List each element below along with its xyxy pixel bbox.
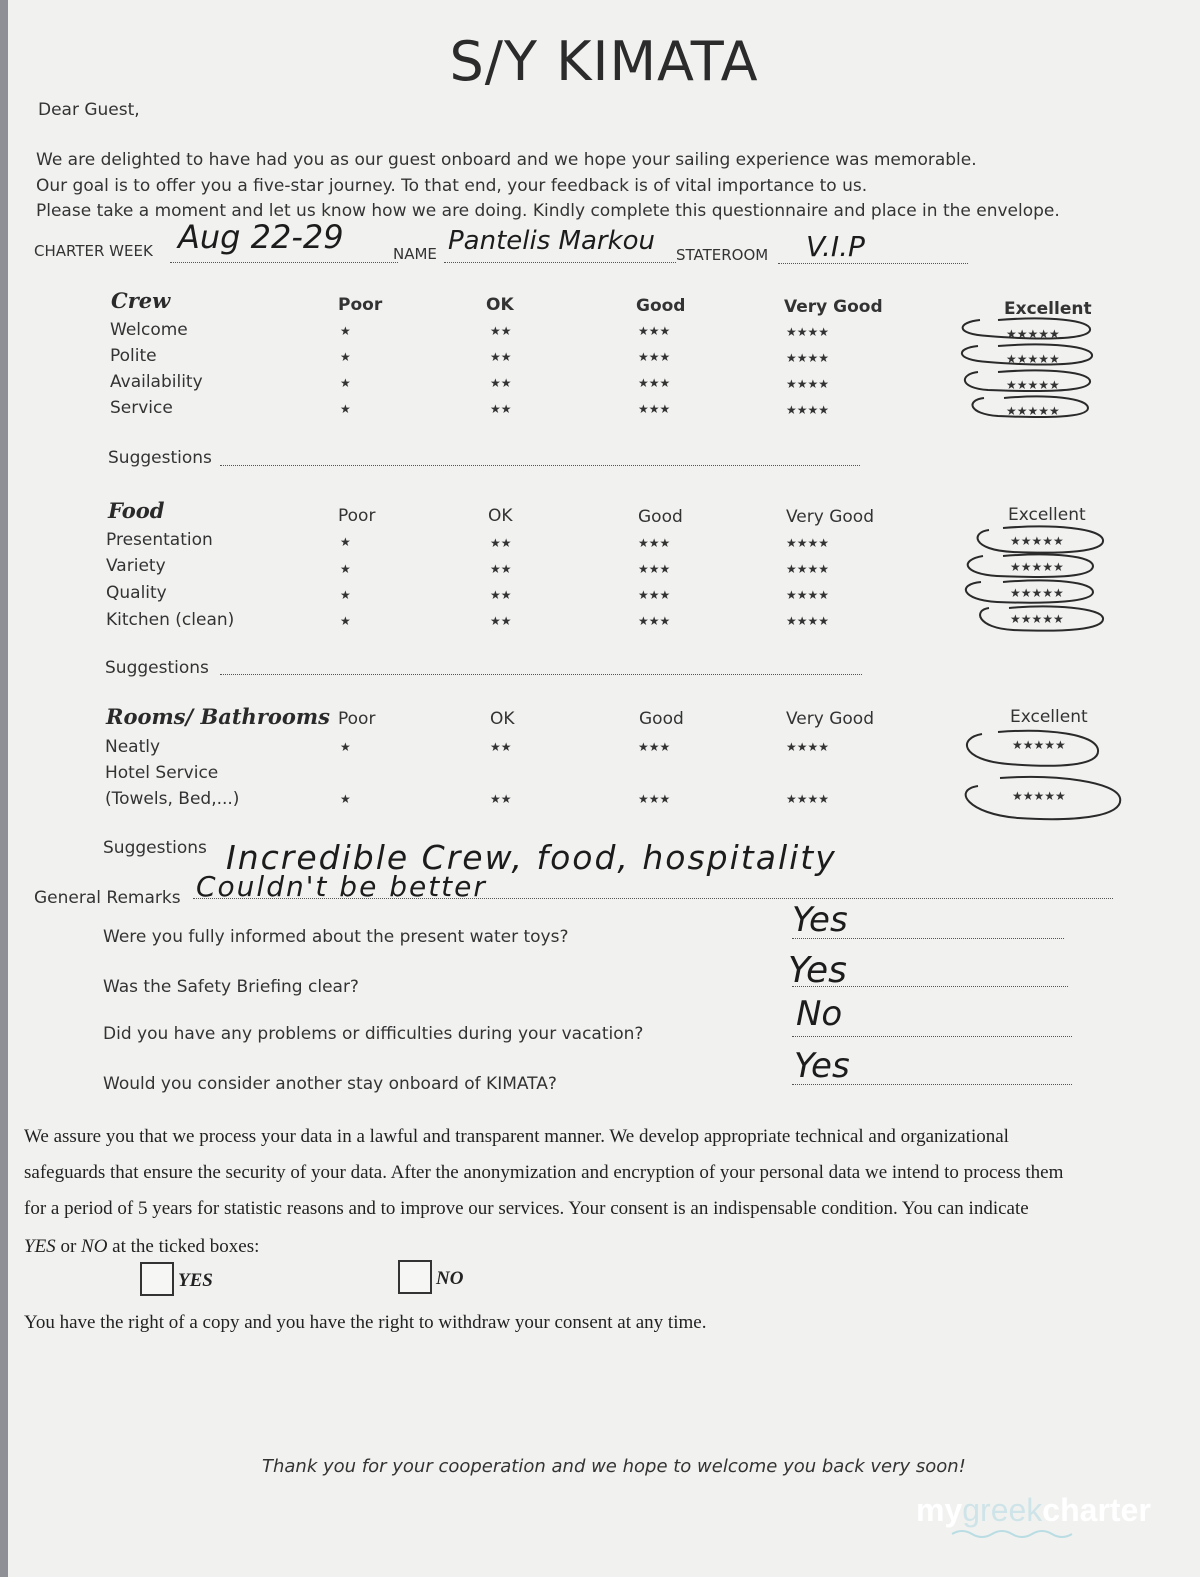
rights-text: You have the right of a copy and you have the right to withdraw your consent at any time. (24, 1312, 707, 1333)
rooms-row-neatly: Neatly (105, 737, 161, 757)
answer-water-toys[interactable]: Yes (792, 900, 848, 940)
answer-line-problems (792, 1036, 1072, 1037)
crew-row-availability: Availability (110, 372, 203, 392)
crew-suggestions-label: Suggestions (108, 448, 212, 468)
food-presentation-ok[interactable]: ★★ (490, 536, 512, 550)
food-variety-excellent[interactable]: ★★★★★ (1010, 560, 1064, 574)
rooms-suggestions-value[interactable]: Incredible Crew, food, hospitality (226, 838, 837, 877)
crew-availability-good[interactable]: ★★★ (638, 376, 671, 390)
rooms-excellent-header: Excellent (1010, 707, 1088, 727)
food-suggestions-label: Suggestions (105, 658, 209, 678)
food-quality-excellent[interactable]: ★★★★★ (1010, 586, 1064, 600)
name-value[interactable]: Pantelis Markou (448, 226, 656, 256)
crew-good-header: Good (636, 296, 686, 316)
privacy-no-word: NO (81, 1236, 108, 1257)
crew-polite-verygood[interactable]: ★★★★ (786, 351, 830, 365)
rooms-hotel-good[interactable]: ★★★ (638, 792, 671, 806)
rooms-excellent-circles (948, 726, 1128, 826)
rooms-good-header: Good (639, 709, 684, 729)
crew-row-polite: Polite (110, 346, 157, 366)
greeting: Dear Guest, (38, 100, 140, 120)
food-variety-poor[interactable]: ★ (340, 562, 351, 576)
food-quality-good[interactable]: ★★★ (638, 588, 671, 602)
rooms-hotel-excellent[interactable]: ★★★★★ (1012, 789, 1066, 803)
food-verygood-header: Very Good (786, 507, 874, 527)
logo-part-my: my (916, 1492, 963, 1528)
crew-poor-header: Poor (338, 295, 383, 315)
logo-part-greek: greek (962, 1492, 1043, 1528)
charter-week-value[interactable]: Aug 22-29 (178, 218, 344, 256)
thank-you-text: Thank you for your cooperation and we hope to welcome you back very soon! (262, 1456, 966, 1477)
food-variety-good[interactable]: ★★★ (638, 562, 671, 576)
rooms-row-towels: (Towels, Bed,...) (105, 789, 240, 809)
privacy-yes-word: YES (24, 1236, 56, 1257)
food-kitchen-poor[interactable]: ★ (340, 614, 351, 628)
name-line (444, 262, 676, 263)
intro-line-2: Our goal is to offer you a five-star journey. To that end, your feedback is of vital importance to us. (36, 176, 868, 196)
privacy-rest: at the ticked boxes: (107, 1236, 260, 1257)
crew-welcome-poor[interactable]: ★ (340, 324, 351, 338)
food-presentation-verygood[interactable]: ★★★★ (786, 536, 830, 550)
crew-ok-header: OK (486, 295, 514, 315)
stateroom-line (778, 263, 968, 264)
rooms-neatly-verygood[interactable]: ★★★★ (786, 740, 830, 754)
questionnaire-sheet (8, 0, 1200, 1577)
food-row-variety: Variety (106, 556, 166, 576)
crew-availability-excellent[interactable]: ★★★★★ (1006, 378, 1060, 392)
food-quality-poor[interactable]: ★ (340, 588, 351, 602)
mygreekcharter-logo (916, 1492, 1151, 1529)
name-label: NAME (393, 245, 437, 263)
rooms-poor-header: Poor (338, 709, 376, 729)
rooms-hotel-verygood[interactable]: ★★★★ (786, 792, 830, 806)
consent-no-checkbox[interactable] (398, 1260, 432, 1294)
food-section-title: Food (108, 498, 165, 523)
crew-polite-poor[interactable]: ★ (340, 350, 351, 364)
crew-polite-excellent[interactable]: ★★★★★ (1006, 352, 1060, 366)
general-remarks-value[interactable]: Couldn't be better (196, 870, 487, 903)
crew-service-ok[interactable]: ★★ (490, 402, 512, 416)
rooms-neatly-poor[interactable]: ★ (340, 740, 351, 754)
crew-welcome-good[interactable]: ★★★ (638, 324, 671, 338)
question-water-toys: Were you fully informed about the present water toys? (103, 927, 569, 947)
answer-problems[interactable]: No (796, 994, 843, 1034)
rooms-hotel-poor[interactable]: ★ (340, 792, 351, 806)
intro-line-1: We are delighted to have had you as our guest onboard and we hope your sailing experience was memorable. (36, 150, 977, 170)
food-excellent-circles (953, 522, 1113, 642)
crew-row-service: Service (110, 398, 173, 418)
consent-no-label: NO (436, 1268, 464, 1289)
crew-row-welcome: Welcome (110, 320, 188, 340)
food-poor-header: Poor (338, 506, 376, 526)
intro-line-3: Please take a moment and let us know how we are doing. Kindly complete this questionnaire and place in the envelope. (36, 201, 1060, 221)
rooms-hotel-ok[interactable]: ★★ (490, 792, 512, 806)
crew-polite-good[interactable]: ★★★ (638, 350, 671, 364)
charter-week-line (170, 262, 398, 263)
crew-suggestions-line[interactable] (220, 465, 860, 466)
answer-safety-briefing[interactable]: Yes (788, 950, 847, 991)
question-problems: Did you have any problems or difficulties during your vacation? (103, 1024, 644, 1044)
privacy-line-2: safeguards that ensure the security of your data. After the anonymization and encryption of your personal data we intend to process them (24, 1162, 1064, 1183)
food-presentation-excellent[interactable]: ★★★★★ (1010, 534, 1064, 548)
rooms-neatly-excellent[interactable]: ★★★★★ (1012, 738, 1066, 752)
food-good-header: Good (638, 507, 683, 527)
rooms-neatly-good[interactable]: ★★★ (638, 740, 671, 754)
logo-part-charter: charter (1042, 1492, 1151, 1528)
crew-service-poor[interactable]: ★ (340, 402, 351, 416)
privacy-line-4 (24, 1228, 259, 1265)
crew-excellent-circles (948, 312, 1108, 422)
crew-welcome-verygood[interactable]: ★★★★ (786, 325, 830, 339)
crew-availability-ok[interactable]: ★★ (490, 376, 512, 390)
logo-wave-icon (952, 1528, 1072, 1540)
crew-service-good[interactable]: ★★★ (638, 402, 671, 416)
food-quality-verygood[interactable]: ★★★★ (786, 588, 830, 602)
food-excellent-header: Excellent (1008, 505, 1086, 525)
privacy-line-1: We assure you that we process your data in a lawful and transparent manner. We develop appropriate technical and organizational (24, 1126, 1009, 1147)
crew-availability-poor[interactable]: ★ (340, 376, 351, 390)
rooms-neatly-ok[interactable]: ★★ (490, 740, 512, 754)
food-row-kitchen: Kitchen (clean) (106, 610, 235, 630)
crew-excellent-header: Excellent (1004, 299, 1092, 319)
food-kitchen-ok[interactable]: ★★ (490, 614, 512, 628)
food-variety-verygood[interactable]: ★★★★ (786, 562, 830, 576)
food-presentation-poor[interactable]: ★ (340, 535, 351, 549)
crew-availability-verygood[interactable]: ★★★★ (786, 377, 830, 391)
stateroom-label: STATEROOM (676, 246, 769, 264)
food-variety-ok[interactable]: ★★ (490, 562, 512, 576)
form-title: S/Y KIMATA (449, 30, 759, 93)
food-kitchen-verygood[interactable]: ★★★★ (786, 614, 830, 628)
food-suggestions-line[interactable] (220, 674, 862, 675)
crew-polite-ok[interactable]: ★★ (490, 350, 512, 364)
rooms-row-hotel-service: Hotel Service (105, 763, 219, 783)
privacy-line-3: for a period of 5 years for statistic reasons and to improve our services. Your consent is an indispensable condition. You can indicate (24, 1198, 1029, 1219)
question-safety-briefing: Was the Safety Briefing clear? (103, 977, 359, 997)
food-kitchen-excellent[interactable]: ★★★★★ (1010, 612, 1064, 626)
consent-yes-checkbox[interactable] (140, 1262, 174, 1296)
crew-welcome-ok[interactable]: ★★ (490, 324, 512, 338)
food-ok-header: OK (488, 506, 513, 526)
answer-another-stay[interactable]: Yes (794, 1046, 850, 1086)
rooms-section-title: Rooms/ Bathrooms (106, 704, 330, 729)
rooms-verygood-header: Very Good (786, 709, 874, 729)
food-presentation-good[interactable]: ★★★ (638, 536, 671, 550)
crew-service-verygood[interactable]: ★★★★ (786, 403, 830, 417)
stateroom-value[interactable]: V.I.P (806, 230, 865, 263)
privacy-or-word: or (55, 1236, 82, 1257)
food-row-quality: Quality (106, 583, 167, 603)
crew-section-title: Crew (111, 288, 171, 313)
food-quality-ok[interactable]: ★★ (490, 588, 512, 602)
crew-welcome-excellent[interactable]: ★★★★★ (1006, 327, 1060, 341)
general-remarks-label: General Remarks (34, 888, 181, 908)
rooms-ok-header: OK (490, 709, 515, 729)
charter-week-label: CHARTER WEEK (34, 242, 153, 260)
crew-service-excellent[interactable]: ★★★★★ (1006, 404, 1060, 418)
crew-verygood-header: Very Good (784, 297, 883, 317)
food-kitchen-good[interactable]: ★★★ (638, 614, 671, 628)
rooms-suggestions-label: Suggestions (103, 838, 207, 858)
consent-yes-label: YES (178, 1270, 213, 1291)
food-row-presentation: Presentation (106, 530, 213, 550)
question-another-stay: Would you consider another stay onboard of KIMATA? (103, 1074, 557, 1094)
